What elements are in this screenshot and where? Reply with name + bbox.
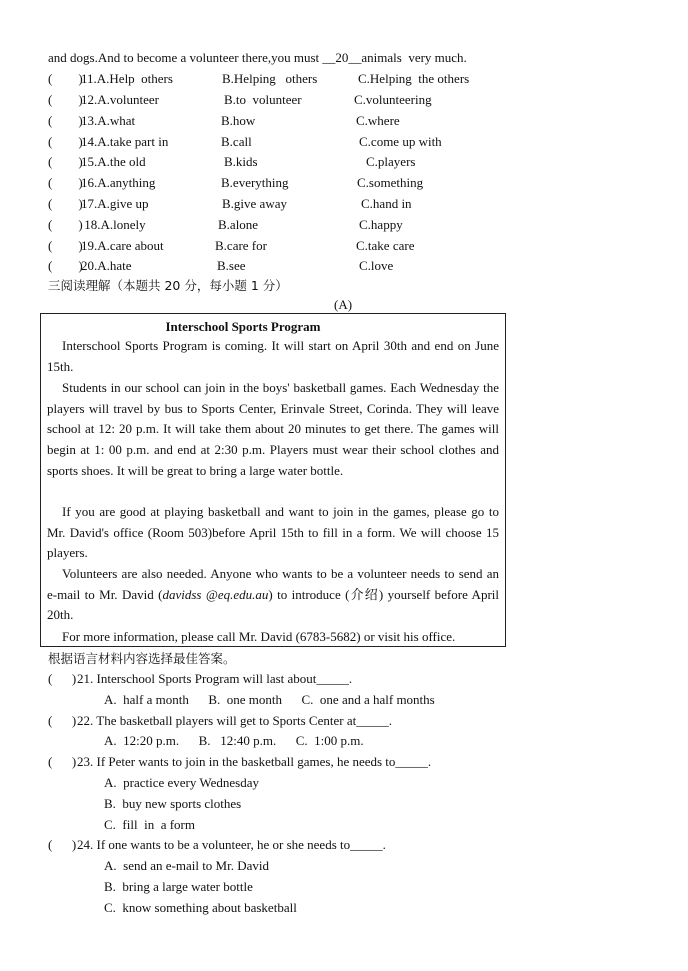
option-c-12: C.volunteering bbox=[354, 92, 432, 107]
option-b-14: B.call bbox=[221, 134, 252, 149]
intro-line bbox=[48, 48, 467, 68]
option-c-17: C.hand in bbox=[361, 196, 412, 211]
option-b-18: B.alone bbox=[218, 217, 259, 232]
option-24-b: B. bring a large water bottle bbox=[104, 879, 253, 894]
option-c-18: C.happy bbox=[359, 217, 403, 232]
instruction-text: 根据语言材料内容选择最佳答案。 bbox=[48, 651, 236, 666]
option-b-20: B.see bbox=[217, 258, 246, 273]
passage-box bbox=[40, 313, 506, 647]
option-a-12: 12.A.volunteer bbox=[81, 92, 159, 107]
option-c-19: C.take care bbox=[356, 238, 415, 253]
option-c-15: C.players bbox=[366, 154, 416, 169]
option-24-a: A. send an e-mail to Mr. David bbox=[104, 858, 269, 873]
passage-paragraph-2: Students in our school can join in the boys' basketball games. Each Wednesday the players will travel by bus to Sports Center, Erinvale Street, Corinda. They will leave school at 12: 20 p.m. It will take them about 20 minutes to get there. The games will begin at 1: 00 p.m. and end at 2:30 p.m. Players must wear their school clothes and sports shoes. It will be great to bring a large water bottle. bbox=[47, 380, 499, 478]
passage-label: (A) bbox=[334, 297, 353, 312]
answer-paren-16[interactable]: ( ) bbox=[48, 175, 83, 190]
option-c-20: C.love bbox=[359, 258, 394, 273]
intro-text-before: and dogs.And to become a volunteer there,you must bbox=[48, 50, 323, 65]
answer-paren-15[interactable]: ( ) bbox=[48, 154, 83, 169]
option-24-c: C. know something about basketball bbox=[104, 900, 297, 915]
option-c-11: C.Helping the others bbox=[358, 71, 470, 86]
paragraph-4-text-after: ) to introduce (介绍) yourself before April 20th. bbox=[47, 586, 499, 623]
option-a-16: 16.A.anything bbox=[81, 175, 156, 190]
section-heading: 三阅读理解（本题共 20 分，每小题 1 分） bbox=[48, 278, 288, 293]
option-23-b: B. buy new sports clothes bbox=[104, 796, 242, 811]
option-b-12: B.to volunteer bbox=[224, 92, 302, 107]
passage-paragraph-4 bbox=[47, 564, 499, 626]
option-a-18: 18.A.lonely bbox=[81, 217, 146, 232]
blank-20: __20__ bbox=[322, 50, 362, 65]
answer-paren-11[interactable]: ( ) bbox=[48, 71, 83, 86]
option-b-15: B.kids bbox=[224, 154, 258, 169]
option-a-17: 17.A.give up bbox=[81, 196, 149, 211]
answer-paren-20[interactable]: ( ) bbox=[48, 258, 83, 273]
question-options-21: A. half a month B. one month C. one and a half months bbox=[104, 692, 435, 707]
passage-paragraph-5: For more information, please call Mr. David (6783-5682) or visit his office. bbox=[62, 629, 456, 644]
option-a-15: 15.A.the old bbox=[81, 154, 146, 169]
answer-paren-22[interactable]: ( ) bbox=[48, 713, 77, 728]
option-a-11: 11.A.Help others bbox=[81, 71, 173, 86]
question-stem-24: 24. If one wants to be a volunteer, he or she needs to_____. bbox=[77, 837, 386, 852]
option-c-14: C.come up with bbox=[359, 134, 442, 149]
answer-paren-24[interactable]: ( ) bbox=[48, 837, 77, 852]
option-b-17: B.give away bbox=[222, 196, 287, 211]
paragraph-4-text: Volunteers are also needed. Anyone who wants to be a volunteer needs to send an e-mail to Mr. David ( bbox=[47, 566, 499, 602]
question-options-22: A. 12:20 p.m. B. 12:40 p.m. C. 1:00 p.m. bbox=[104, 733, 364, 748]
answer-paren-13[interactable]: ( ) bbox=[48, 113, 83, 128]
option-b-16: B.everything bbox=[221, 175, 289, 190]
answer-paren-18[interactable]: ( ) bbox=[48, 217, 83, 232]
option-b-13: B.how bbox=[221, 113, 256, 128]
email-address: davidss @eq.edu.au bbox=[162, 586, 269, 602]
answer-paren-12[interactable]: ( ) bbox=[48, 92, 83, 107]
option-a-13: 13.A.what bbox=[81, 113, 136, 128]
passage-title: Interschool Sports Program bbox=[165, 319, 321, 334]
passage-paragraph-3: If you are good at playing basketball and want to join in the games, please go to Mr. David's office (Room 503)before April 15th to fill in a form. We will choose 15 players. bbox=[47, 504, 499, 561]
option-23-c: C. fill in a form bbox=[104, 817, 195, 832]
question-stem-22: 22. The basketball players will get to Sports Center at_____. bbox=[77, 713, 392, 728]
answer-paren-21[interactable]: ( ) bbox=[48, 671, 77, 686]
option-23-a: A. practice every Wednesday bbox=[104, 775, 260, 790]
answer-paren-17[interactable]: ( ) bbox=[48, 196, 83, 211]
question-stem-21: 21. Interschool Sports Program will last about_____. bbox=[77, 671, 353, 686]
answer-paren-19[interactable]: ( ) bbox=[48, 238, 83, 253]
passage-paragraph-1: Interschool Sports Program is coming. It will start on April 30th and end on June 15th. bbox=[47, 338, 499, 374]
option-b-11: B.Helping others bbox=[222, 71, 318, 86]
answer-paren-14[interactable]: ( ) bbox=[48, 134, 83, 149]
option-b-19: B.care for bbox=[215, 238, 267, 253]
option-c-13: C.where bbox=[356, 113, 400, 128]
option-c-16: C.something bbox=[357, 175, 424, 190]
option-a-14: 14.A.take part in bbox=[81, 134, 169, 149]
question-stem-23: 23. If Peter wants to join in the basketball games, he needs to_____. bbox=[77, 754, 432, 769]
option-a-19: 19.A.care about bbox=[81, 238, 164, 253]
option-a-20: 20.A.hate bbox=[81, 258, 132, 273]
intro-text-after: animals very much. bbox=[361, 50, 467, 65]
answer-paren-23[interactable]: ( ) bbox=[48, 754, 77, 769]
